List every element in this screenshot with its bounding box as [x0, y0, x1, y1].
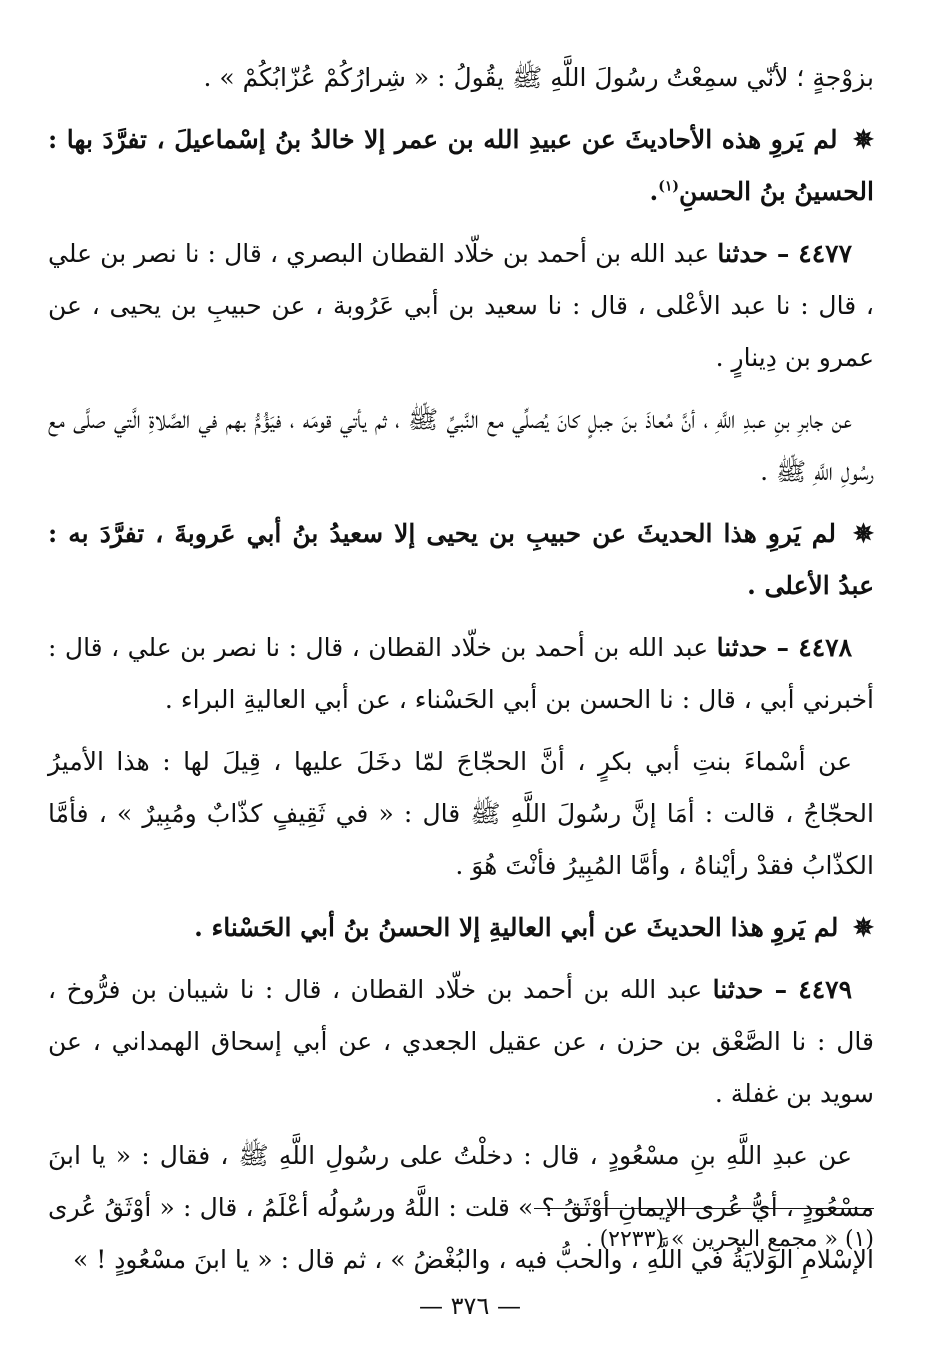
footnote-divider — [534, 1208, 874, 1209]
footnote: (١) « مجمع البحرين » (٢٢٣٣) . — [585, 1227, 874, 1252]
hadith-4477-number: ٤٤٧٧ – حدثنا — [717, 239, 852, 268]
star-marker-icon: ✵ — [853, 519, 874, 548]
hadith-4478-number: ٤٤٧٨ – حدثنا — [716, 633, 852, 662]
footnote-ref: (١) — [658, 178, 679, 195]
hadith-4479-body-text: عن عبدِ اللَّهِ بنِ مسْعُودٍ ، قال : دخلْتُ على رسُولِ اللَّهِ ﷺ ، فقال : « يا ابنَ مسْعُودٍ ، أيُّ عُرى الإيمانِ أوْثَقُ ؟ » قلت : اللَّهُ ورسُولُه أعْلَمُ ، قال : « أوْثَقُ عُرى الإسْلامِ الوَلايَةُ في اللَّهِ ، والحبُّ فيه ، والبُغْضُ » ، ثم قال : « يا ابنَ مسْعُودٍ ! » — [48, 1141, 874, 1274]
hadith-4479-chain — [48, 964, 874, 1120]
hadith-4479-chain-text: عبد الله بن أحمد بن خلّاد القطان ، قال : نا شيبان بن فرُّوخ ، قال : نا الصَّعْق بن حزن ، عن عقيل الجعدي ، عن أبي إسحاق الهمداني ، عن سويد بن غفلة . — [48, 975, 874, 1108]
note-2-text: لم يَروِ هذا الحديثَ عن حبيبِ بن يحيى إلا سعيدُ بنُ أبي عَروبةَ ، تفرَّدَ به : عبدُ الأعلى . — [48, 519, 874, 600]
hadith-4479-number: ٤٤٧٩ – حدثنا — [712, 975, 852, 1004]
star-marker-icon: ✵ — [853, 913, 874, 942]
hadith-4477-chain — [48, 228, 874, 384]
hadith-4477-chain-text: عبد الله بن أحمد بن خلّاد القطان البصري ، قال : نا نصر بن علي ، قال : نا عبد الأعْلى ، قال : نا سعيد بن أبي عَرُوبة ، عن حبيبِ بن يحيى ، عن عمرو بن دِينارٍ . — [48, 239, 874, 372]
note-1 — [48, 114, 874, 218]
hadith-4478-body-text: عن أسْماءَ بنتِ أبي بكرٍ ، أنَّ الحجّاجَ لمّا دخَلَ عليها ، قِيلَ لها : هذا الأميرُ الحجّاجُ ، قالت : أمَا إنَّ رسُولَ اللَّهِ ﷺ قال : « في ثَقِيفٍ كذّابٌ ومُبِيرٌ » ، فأمَّا الكذّابُ فقدْ رأيْناهُ ، وأمَّا المُبِيرُ فأنْتَ هُوَ . — [48, 747, 874, 880]
hadith-4477-body — [48, 394, 874, 498]
paragraph-1-text: بزوْجةٍ ؛ لأنّي سمِعْتُ رسُولَ اللَّهِ ﷺ يقُولُ : « شِرارُكُمْ عُزّابُكُمْ » . — [203, 63, 874, 92]
note-3 — [48, 902, 874, 954]
note-1-text: لم يَروِ هذه الأحاديثَ عن عبيدِ الله بن عمر إلا خالدُ بنُ إسْماعيلَ ، تفرَّدَ بها : الحسينُ بنُ الحسنِ — [48, 125, 874, 206]
hadith-4477-body-text: عن جابرِ بنِ عبدِ اللَّهِ ، أنَّ مُعاذَ بنَ جبلٍ كانَ يُصلِّي مع النَّبيِّ ﷺ ، ثم يأتي قومَه ، فيَؤُمُّ بهم في الصَّلاةِ الَّتي صلَّى مع رسُولِ اللَّهِ ﷺ . — [48, 405, 874, 486]
hadith-4478-body — [48, 736, 874, 892]
note-3-text: لم يَروِ هذا الحديثَ عن أبي العاليةِ إلا الحسنُ بنُ أبي الحَسْناء . — [194, 913, 839, 942]
note-1-end: . — [649, 177, 659, 206]
star-marker-icon: ✵ — [853, 125, 874, 154]
page-number: — ٣٧٦ — — [419, 1292, 521, 1320]
hadith-4478-chain — [48, 622, 874, 726]
paragraph-1 — [48, 52, 874, 104]
hadith-4478-chain-text: عبد الله بن أحمد بن خلّاد القطان ، قال : نا نصر بن علي ، قال : أخبرني أبي ، قال : نا الحسن بن أبي الحَسْناء ، عن أبي العاليةِ البراء . — [48, 633, 874, 714]
note-2 — [48, 508, 874, 612]
